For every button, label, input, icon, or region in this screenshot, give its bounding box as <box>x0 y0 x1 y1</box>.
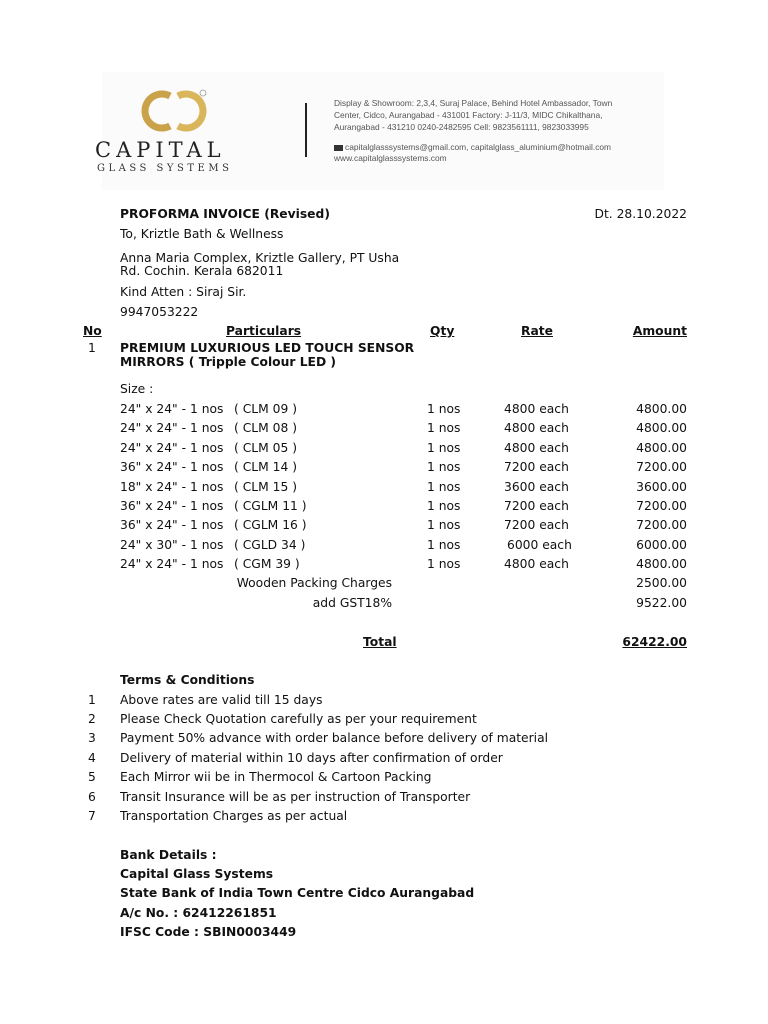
term-number: 4 <box>88 751 96 765</box>
term-number: 7 <box>88 809 96 823</box>
packing-amount: 2500.00 <box>636 576 687 590</box>
row-qty: 1 nos <box>427 499 461 513</box>
row-amount: 7200.00 <box>636 460 687 474</box>
term-number: 2 <box>88 712 96 726</box>
item-number: 1 <box>88 341 96 355</box>
row-size: 36" x 24" - 1 nos <box>120 518 224 532</box>
row-amount: 4800.00 <box>636 441 687 455</box>
account-number: A/c No. : 62412261851 <box>120 906 277 920</box>
bank-title: Bank Details : <box>120 848 217 862</box>
term-text: Transportation Charges as per actual <box>120 809 348 823</box>
row-rate: 4800 each <box>504 402 569 416</box>
row-code: ( CLM 14 ) <box>234 460 298 474</box>
row-size: 24" x 24" - 1 nos <box>120 441 224 455</box>
website: www.capitalglasssystems.com <box>334 153 447 163</box>
row-qty: 1 nos <box>427 460 461 474</box>
row-size: 24" x 30" - 1 nos <box>120 538 224 552</box>
row-code: ( CGLM 16 ) <box>234 518 307 532</box>
col-header-no: No <box>83 324 102 338</box>
row-rate: 4800 each <box>504 421 569 435</box>
row-amount: 6000.00 <box>636 538 687 552</box>
row-code: ( CGM 39 ) <box>234 557 300 571</box>
term-text: Each Mirror wii be in Thermocol & Cartoon Packing <box>120 770 432 784</box>
row-rate: 4800 each <box>504 441 569 455</box>
address-line: Anna Maria Complex, Kriztle Gallery, PT Usha <box>120 251 400 265</box>
address-line: Center, Cidco, Aurangabad - 431001 Factory: J-11/3, MIDC Chikalthana, <box>334 110 603 120</box>
company-logo <box>140 88 208 136</box>
row-amount: 4800.00 <box>636 557 687 571</box>
row-amount: 4800.00 <box>636 402 687 416</box>
term-text: Please Check Quotation carefully as per your requirement <box>120 712 477 726</box>
mail-icon <box>334 145 343 151</box>
invoice-date: Dt. 28.10.2022 <box>594 207 687 221</box>
company-subtitle: GLASS SYSTEMS <box>97 163 233 174</box>
term-number: 1 <box>88 693 96 707</box>
row-rate: 7200 each <box>504 518 569 532</box>
total-amount: 62422.00 <box>622 635 687 649</box>
address-line: Rd. Cochin. Kerala 682011 <box>120 264 284 278</box>
row-size: 24" x 24" - 1 nos <box>120 421 224 435</box>
row-code: ( CGLD 34 ) <box>234 538 306 552</box>
email-line <box>334 142 611 152</box>
total-label: Total <box>363 635 397 649</box>
packing-label: Wooden Packing Charges <box>236 576 392 590</box>
row-size: 24" x 24" - 1 nos <box>120 557 224 571</box>
row-qty: 1 nos <box>427 480 461 494</box>
row-qty: 1 nos <box>427 441 461 455</box>
email-text: capitalglasssystems@gmail.com, capitalglass_aluminium@hotmail.com <box>345 142 612 152</box>
attention: Kind Atten : Siraj Sir. <box>120 285 247 299</box>
gst-label: add GST18% <box>312 596 392 610</box>
row-code: ( CLM 08 ) <box>234 421 298 435</box>
company-name: CAPITAL <box>95 138 226 162</box>
row-size: 24" x 24" - 1 nos <box>120 402 224 416</box>
invoice-title: PROFORMA INVOICE (Revised) <box>120 207 330 221</box>
row-code: ( CLM 15 ) <box>234 480 298 494</box>
row-qty: 1 nos <box>427 538 461 552</box>
term-number: 6 <box>88 790 96 804</box>
bank-name: State Bank of India Town Centre Cidco Aurangabad <box>120 886 475 900</box>
term-text: Transit Insurance will be as per instruction of Transporter <box>120 790 471 804</box>
row-code: ( CLM 09 ) <box>234 402 298 416</box>
row-size: 36" x 24" - 1 nos <box>120 460 224 474</box>
col-header-particulars: Particulars <box>226 324 302 338</box>
row-amount: 7200.00 <box>636 499 687 513</box>
ifsc-code: IFSC Code : SBIN0003449 <box>120 925 297 939</box>
row-amount: 4800.00 <box>636 421 687 435</box>
row-rate: 3600 each <box>504 480 569 494</box>
term-text: Above rates are valid till 15 days <box>120 693 323 707</box>
row-size: 36" x 24" - 1 nos <box>120 499 224 513</box>
row-rate: 4800 each <box>504 557 569 571</box>
col-header-rate: Rate <box>521 324 553 338</box>
term-text: Delivery of material within 10 days after confirmation of order <box>120 751 503 765</box>
row-qty: 1 nos <box>427 421 461 435</box>
row-rate: 7200 each <box>504 460 569 474</box>
row-code: ( CGLM 11 ) <box>234 499 307 513</box>
term-number: 3 <box>88 731 96 745</box>
address-line: Aurangabad - 431210 0240-2482595 Cell: 9823561111, 9823033995 <box>334 122 589 132</box>
letterhead-divider <box>305 103 307 157</box>
address-line: Display & Showroom: 2,3,4, Suraj Palace, Behind Hotel Ambassador, Town <box>334 98 613 108</box>
recipient: To, Kriztle Bath & Wellness <box>120 227 284 241</box>
row-code: ( CLM 05 ) <box>234 441 298 455</box>
row-amount: 7200.00 <box>636 518 687 532</box>
row-qty: 1 nos <box>427 518 461 532</box>
term-number: 5 <box>88 770 96 784</box>
row-rate: 7200 each <box>504 499 569 513</box>
term-text: Payment 50% advance with order balance before delivery of material <box>120 731 549 745</box>
row-qty: 1 nos <box>427 557 461 571</box>
size-label: Size : <box>120 382 154 396</box>
bank-account-name: Capital Glass Systems <box>120 867 274 881</box>
gst-amount: 9522.00 <box>636 596 687 610</box>
phone-number: 9947053222 <box>120 305 199 319</box>
col-header-amount: Amount <box>632 324 687 338</box>
row-size: 18" x 24" - 1 nos <box>120 480 224 494</box>
row-amount: 3600.00 <box>636 480 687 494</box>
row-qty: 1 nos <box>427 402 461 416</box>
col-header-qty: Qty <box>430 324 455 338</box>
terms-title: Terms & Conditions <box>120 673 255 687</box>
product-name: MIRRORS ( Tripple Colour LED ) <box>120 355 337 369</box>
product-name: PREMIUM LUXURIOUS LED TOUCH SENSOR <box>120 341 415 355</box>
row-rate: 6000 each <box>507 538 572 552</box>
